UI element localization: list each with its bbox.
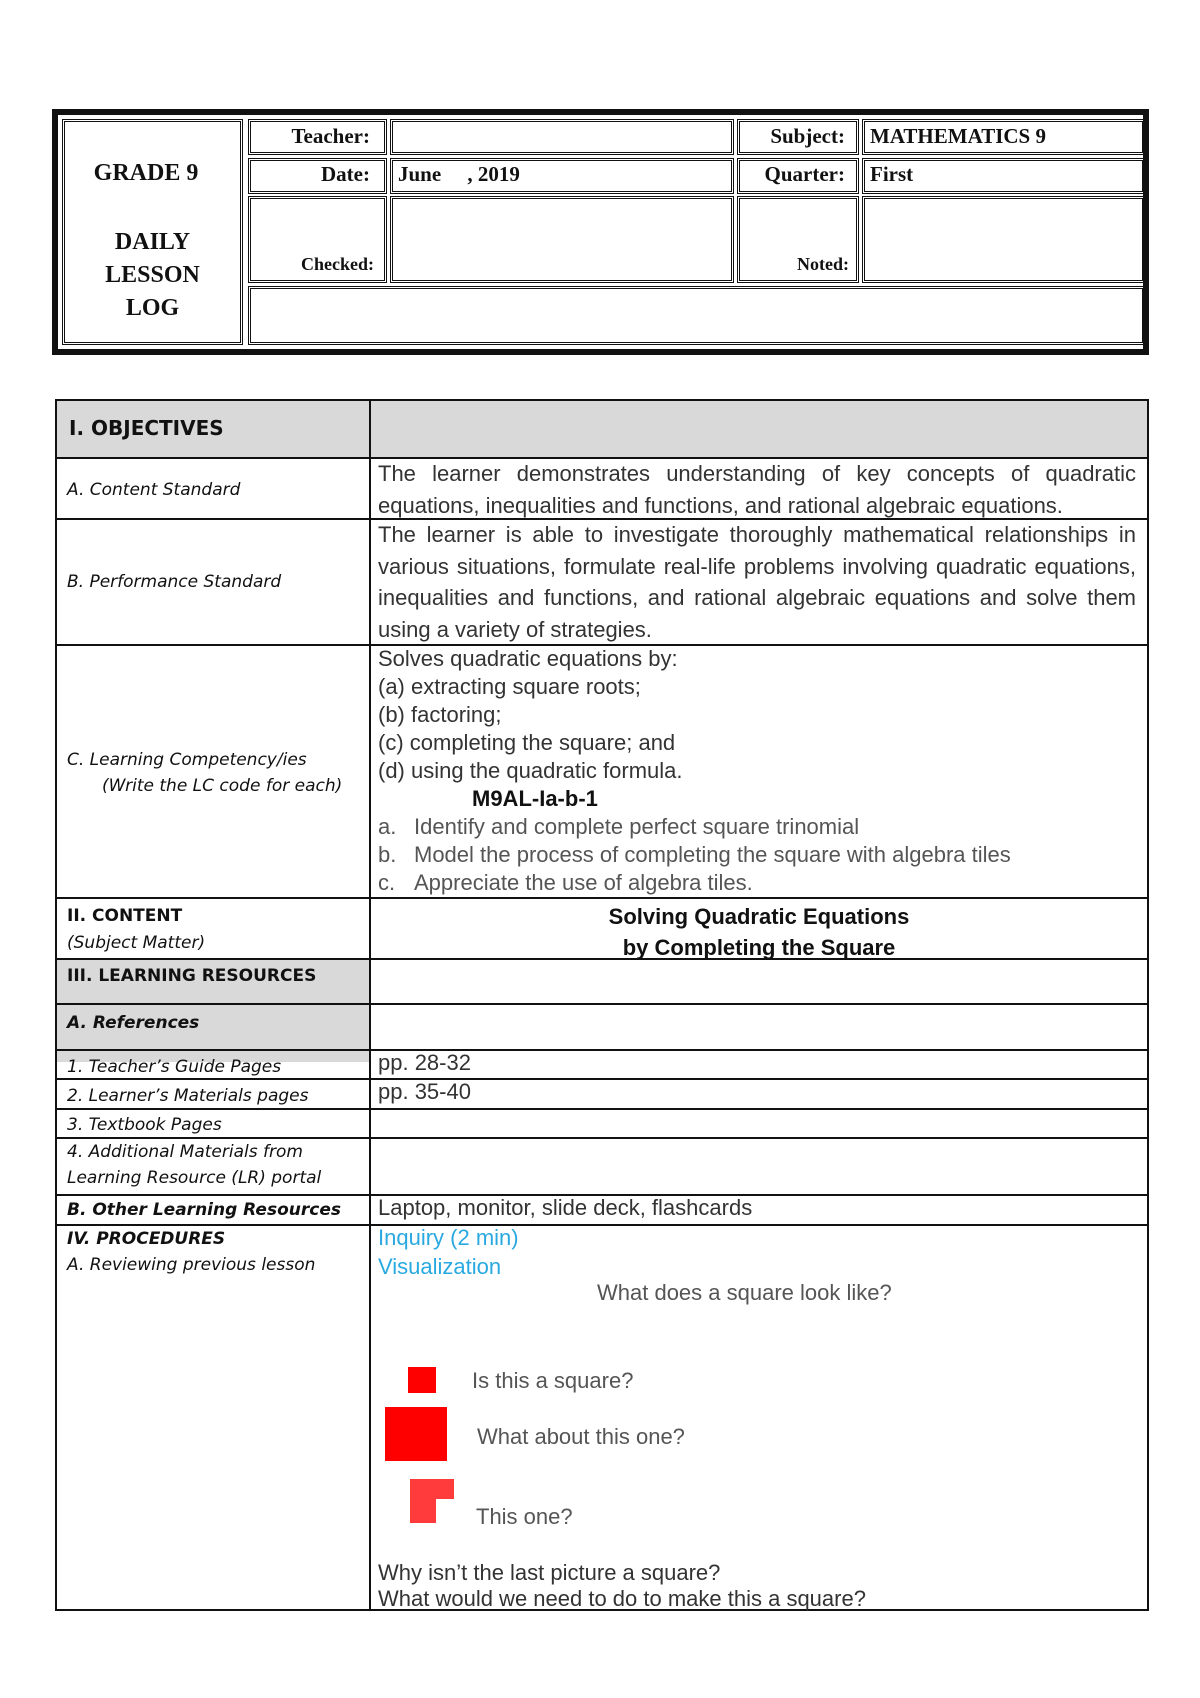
question-2: What about this one?	[477, 1424, 685, 1449]
competency-list	[378, 645, 683, 785]
competency-line: Solves quadratic equations by:	[378, 646, 678, 671]
other-label: B. Other Learning Resources	[67, 1200, 341, 1220]
other-value: Laptop, monitor, slide deck, flashcards	[378, 1195, 753, 1220]
performance-standard-label: B. Performance Standard	[67, 572, 282, 592]
content-standard-label: A. Content Standard	[67, 480, 241, 500]
log-title-line-3: LOG	[125, 295, 180, 321]
tg-label: 1. Teacher’s Guide Pages	[67, 1057, 282, 1077]
column-divider	[369, 401, 371, 1609]
performance-standard-text: The learner is able to investigate thoroughly mathematical relationships in various situations, formulate real-life problems involving quadratic equations, inequalities and functions, and rational algebraic equations and solve them using a variety of strategies.	[378, 522, 1136, 642]
objective-text: Appreciate the use of algebra tiles.	[414, 870, 753, 895]
competency-line: (b) factoring;	[378, 702, 502, 727]
textbook-label: 3. Textbook Pages	[67, 1115, 222, 1135]
lc-code: M9AL-Ia-b-1	[472, 786, 598, 811]
row-line	[57, 897, 1147, 899]
objective-letter: c.	[378, 870, 396, 895]
lm-label: 2. Learner’s Materials pages	[67, 1086, 309, 1106]
question-main: What does a square look like?	[597, 1280, 892, 1305]
remarks-field[interactable]	[248, 286, 1145, 345]
question-1: Is this a square?	[472, 1368, 634, 1393]
content-title-line-2: by Completing the Square	[622, 935, 896, 960]
quarter-label: Quarter:	[764, 162, 845, 186]
competency-line: (c) completing the square; and	[378, 730, 676, 755]
large-square-shape	[385, 1407, 447, 1461]
objective-item	[378, 869, 1011, 897]
l-shape-icon	[408, 1477, 456, 1525]
date-label: Date:	[321, 162, 370, 186]
grade-label: GRADE 9	[93, 160, 199, 186]
small-square-shape	[408, 1367, 436, 1393]
competency-line: (a) extracting square roots;	[378, 674, 641, 699]
noted-field[interactable]	[862, 196, 1145, 283]
objectives-header-shade	[371, 401, 1147, 457]
objective-text: Identify and complete perfect square trinomial	[414, 814, 860, 839]
procedures-label: IV. PROCEDURES	[67, 1229, 226, 1249]
objectives-heading: I. OBJECTIVES	[69, 416, 224, 440]
objective-letter: a.	[378, 814, 397, 839]
noted-label: Noted:	[797, 254, 849, 274]
quarter-value: First	[870, 162, 914, 186]
content-label: II. CONTENT	[67, 906, 183, 926]
objective-text: Model the process of completing the square with algebra tiles	[414, 842, 1011, 867]
checked-field[interactable]	[390, 196, 734, 283]
competency-line: (d) using the quadratic formula.	[378, 758, 683, 783]
log-title-line-2: LESSON	[105, 262, 200, 288]
daily-lesson-log-title	[62, 226, 243, 325]
date-value: June , 2019	[398, 162, 520, 186]
subject-label: Subject:	[770, 124, 845, 148]
competency-label: C. Learning Competency/ies	[67, 750, 307, 770]
content-title-line-1: Solving Quadratic Equations	[608, 904, 910, 929]
row-line	[57, 1003, 1147, 1005]
objective-item	[378, 841, 1011, 869]
additional-label-2: Learning Resource (LR) portal	[67, 1168, 322, 1188]
tg-value: pp. 28-32	[378, 1050, 471, 1075]
question-3: This one?	[476, 1504, 573, 1529]
teacher-field[interactable]	[390, 119, 734, 155]
lesson-table	[55, 399, 1149, 1611]
specific-objectives-list	[378, 813, 1011, 897]
row-line	[57, 1049, 1147, 1051]
why-question-1: Why isn’t the last picture a square?	[378, 1560, 721, 1585]
references-label: A. References	[67, 1013, 200, 1033]
content-standard-text: The learner demonstrates understanding of key concepts of quadratic equations, inequalities and functions, and rational algebraic equations.	[378, 461, 1136, 518]
content-sublabel: (Subject Matter)	[67, 933, 206, 953]
competency-sublabel: (Write the LC code for each)	[102, 776, 343, 796]
why-question-2: What would we need to do to make this a square?	[378, 1586, 866, 1611]
log-title-line-1: DAILY	[114, 229, 191, 255]
resources-label: III. LEARNING RESOURCES	[67, 966, 317, 986]
content-title	[371, 901, 1147, 963]
objective-letter: b.	[378, 842, 397, 867]
objective-item	[378, 813, 1011, 841]
additional-label-1: 4. Additional Materials from	[67, 1142, 303, 1162]
lm-value: pp. 35-40	[378, 1079, 471, 1104]
inquiry-text: Inquiry (2 min)	[378, 1225, 519, 1250]
teacher-label: Teacher:	[291, 124, 370, 148]
subject-value: MATHEMATICS 9	[870, 124, 1046, 148]
visualization-text: Visualization	[378, 1254, 502, 1279]
checked-label: Checked:	[301, 254, 374, 274]
reviewing-label: A. Reviewing previous lesson	[67, 1255, 316, 1275]
